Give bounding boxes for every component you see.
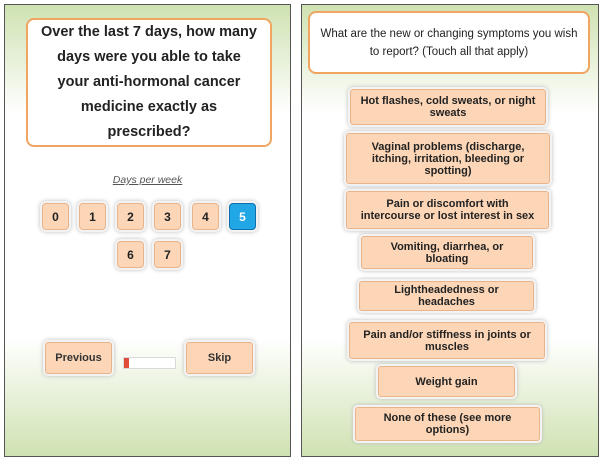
question-box [26,18,272,147]
day-button-0[interactable]: 0 [42,203,69,230]
option-vomiting[interactable]: Vomiting, diarrhea, or bloating [361,236,533,269]
day-button-3[interactable]: 3 [154,203,181,230]
days-per-week-label: Days per week [112,174,183,186]
previous-button[interactable]: Previous [45,342,112,374]
day-button-7[interactable]: 7 [154,241,181,268]
day-button-4[interactable]: 4 [192,203,219,230]
skip-button[interactable]: Skip [186,342,253,374]
option-lightheadedness[interactable]: Lightheadedness or headaches [359,281,534,311]
option-joint-pain[interactable]: Pain and/or stiffness in joints or muscles [349,322,545,359]
progress-fill [124,358,129,368]
right-panel [301,4,599,457]
option-weight-gain[interactable]: Weight gain [378,366,515,397]
day-button-5[interactable]: 5 [229,203,256,230]
left-panel [4,4,291,457]
day-button-6[interactable]: 6 [117,241,144,268]
option-none-of-these[interactable]: None of these (see more options) [355,407,540,441]
symptom-question-box [308,11,590,74]
day-button-1[interactable]: 1 [79,203,106,230]
option-intercourse-pain[interactable]: Pain or discomfort with intercourse or lost interest in sex [346,191,549,229]
day-button-2[interactable]: 2 [117,203,144,230]
symptom-question-text: What are the new or changing symptoms you wish to report? (Touch all that apply) [320,27,578,58]
question-text: Over the last 7 days, how many days were you able to take your anti-hormonal cancer medicine exactly as prescribed? [41,24,257,140]
option-hot-flashes[interactable]: Hot flashes, cold sweats, or night sweats [350,89,546,125]
progress-bar [123,357,176,369]
option-vaginal-problems[interactable]: Vaginal problems (discharge, itching, irritation, bleeding or spotting) [346,133,550,184]
